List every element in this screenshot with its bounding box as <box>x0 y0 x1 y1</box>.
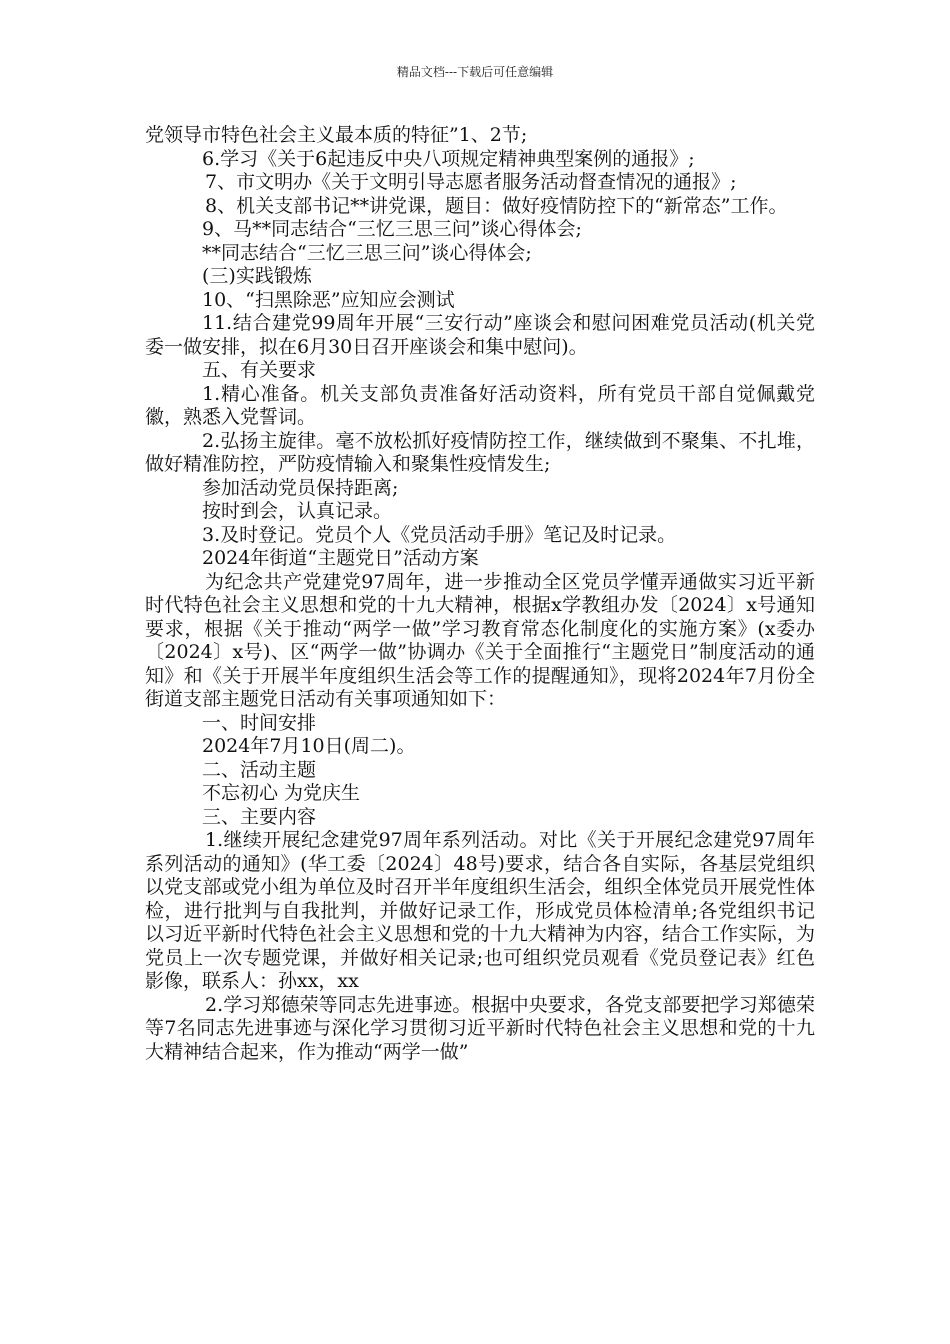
paragraph: 7、市文明办《关于文明引导志愿者服务活动督查情况的通报》; <box>205 171 737 193</box>
paragraph: 2024年7月10日(周二)。 <box>202 735 416 757</box>
paragraph: (三)实践锻炼 <box>202 265 312 287</box>
paragraph: 8、机关支部书记**讲党课，题目：做好疫情防控下的“新常态”工作。 <box>205 194 788 217</box>
paragraph: 二、活动主题 <box>202 758 317 781</box>
paragraph: 党领导市特色社会主义最本质的特征”1、2节; <box>145 124 528 146</box>
paragraph: 参加活动党员保持距离; <box>202 476 399 499</box>
paragraph: 五、有关要求 <box>202 359 317 381</box>
paragraph: 6.学习《关于6起违反中央八项规定精神典型案例的通报》; <box>202 147 695 170</box>
paragraph: 1.继续开展纪念建党97周年系列活动。对比《关于开展纪念建党97周年系列活动的通知》(华工委〔2024〕48号)要求，结合各自实际，各基层党组织以党支部或党小组为单位及时召开半年度组织生活会，组织全体党员开展党性体检，进行批判与自我批判，并做好记录工作，形成党员体检清单;各党组织书记以习近平新时代特色社会主义思想和党的十九大精神为内容，结合工作实际，为党员上一次专题党课，并做好相关记录;也可组织党员观看《党员登记表》红色影像，联系人：孙xx，xx <box>145 829 815 992</box>
paragraph: 2.弘扬主旋律。毫不放松抓好疫情防控工作，继续做到不聚集、不扎堆，做好精准防控，严防疫情输入和聚集性疫情发生; <box>145 429 815 475</box>
paragraph: 9、马**同志结合“三忆三思三问”谈心得体会; <box>202 218 582 240</box>
paragraph: 3.及时登记。党员个人《党员活动手册》笔记及时记录。 <box>202 523 677 546</box>
paragraph: 一、时间安排 <box>202 711 317 734</box>
document-body <box>145 124 815 1064</box>
paragraph: 2024年街道“主题党日”活动方案 <box>202 547 479 569</box>
paragraph: 不忘初心 为党庆生 <box>202 782 361 804</box>
paragraph: 10、“扫黑除恶”应知应会测试 <box>202 288 455 311</box>
paragraph: 为纪念共产党建党97周年，进一步推动全区党员学懂弄通做实习近平新时代特色社会主义思想和党的十九大精神，根据x学教组办发〔2024〕x号通知要求，根据《关于推动“两学一做”学习教育常态化制度化的实施方案》(x委办〔2024〕x号)、区“两学一做”协调办《关于全面推行“主题党日”制度活动的通知》和《关于开展半年度组织生活会等工作的提醒通知》，现将2024年7月份全街道支部主题党日活动有关事项通知如下： <box>145 570 815 710</box>
paragraph: 三、主要内容 <box>202 805 317 828</box>
paragraph: **同志结合“三忆三思三问”谈心得体会; <box>202 241 532 264</box>
paragraph: 1.精心准备。机关支部负责准备好活动资料，所有党员干部自觉佩戴党徽，熟悉入党誓词。 <box>145 382 815 428</box>
page-header: 精品文档---下载后可任意编辑 <box>396 65 554 79</box>
paragraph: 11.结合建党99周年开展“三安行动”座谈会和慰问困难党员活动(机关党委一做安排，拟在6月30日召开座谈会和集中慰问)。 <box>145 312 815 358</box>
paragraph: 2.学习郑德荣等同志先进事迹。根据中央要求，各党支部要把学习郑德荣等7名同志先进事迹与深化学习贯彻习近平新时代特色社会主义思想和党的十九大精神结合起来，作为推动“两学一做” <box>145 993 815 1063</box>
paragraph: 按时到会，认真记录。 <box>202 500 393 522</box>
